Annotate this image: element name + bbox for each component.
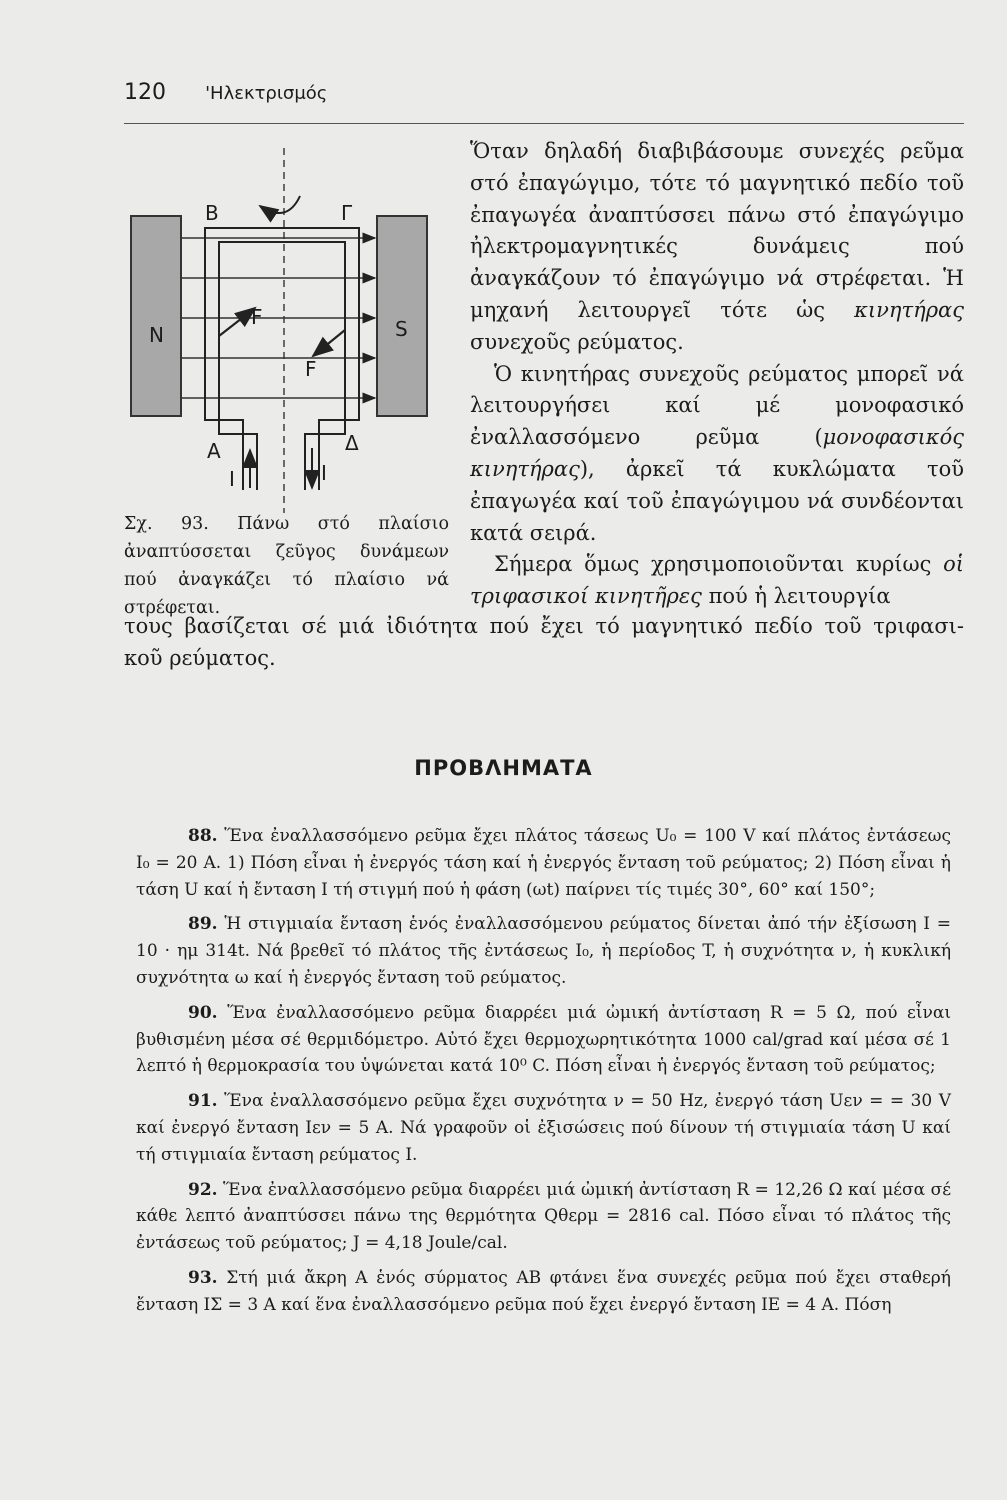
problem-89: 89. Ἡ στιγμιαία ἔνταση ἑνός ἐναλλασσόμενου ρεύματος δίνεται ἀπό τήν ἐξίσωση I = 10 · ημ 314t. Νά βρεθεῖ τό πλάτος τῆς ἐντάσεως I₀, ἡ περίοδος T, ἡ συχνότητα ν, ἡ κυκλική συχνότητα ω καί ἡ ἐνεργός ἔνταση τοῦ ρεύματος. (136, 914, 952, 988)
running-title: 'Ηλεκτρισμός (205, 83, 328, 104)
paragraph-1: Ὅταν δηλαδή διαβιβάσουμε συνεχές ρεῦμα στό ἐπαγώγιμο, τότε τό μαγνητικό πεδίο τοῦ ἐπαγωγέα ἀναπτύσσει πάνω στό ἐπαγώγιμο ἠλεκτρομαγνητικές δυνάμεις πού ἀναγκάζουν τό ἐπαγώγιμο νά στρέφεται. Ἡ μηχανή λειτουργεῖ τότε ὡς κινητήρας συνεχοῦς ρεύματος. (470, 139, 964, 354)
label-a: A (207, 439, 221, 463)
force-arrow-down (313, 330, 345, 356)
south-pole (377, 216, 427, 416)
problem-91: 91. Ἕνα ἐναλλασσόμενο ρεῦμα ἔχει συχνότητα ν = 50 Hz, ἐνεργό τάση Uεν = = 30 V καί ἐνεργό ἔνταση Iεν = 5 A. Νά γραφοῦν οἱ ἐξισώσεις πού δίνουν τή στιγμιαία τάση U καί τή στιγμιαία ἔνταση ρεύματος I. (136, 1091, 951, 1165)
north-pole (131, 216, 181, 416)
label-i-out: I (321, 461, 327, 485)
label-d: Δ (345, 431, 359, 455)
problems-list (136, 823, 951, 1327)
label-n: N (149, 323, 164, 347)
emphasis-three-phase: οἱ τριφασικοί κινητῆρες (470, 552, 964, 609)
motor-diagram (127, 148, 452, 513)
problem-90: 90. Ἕνα ἐναλλασσόμενο ρεῦμα διαρρέει μιά ὠμική ἀντίσταση R = 5 Ω, πού εἶναι βυθισμένη μέσα σέ θερμιδόμετρο. Αὐτό ἔχει θερμοχωρητικότητα 1000 cal/grad καί μέσα σέ 1 λεπτό ἡ θερμοκρασία του ὑψώνεται κατά 10⁰ C. Πόση εἶναι ἡ ἐνεργός ἔνταση τοῦ ρεύματος; (136, 1002, 951, 1077)
right-column-text (470, 136, 964, 613)
page-header (124, 80, 964, 105)
problem-93: 93. Στή μιά ἄκρη A ἑνός σύρματος AB φτάνει ἕνα συνεχές ρεῦμα πού ἔχει σταθερή ἔνταση IΣ = 3 A καί ἕνα ἐναλλασσόμενο ρεῦμα πού ἔχει ἐνεργό ἔνταση IE = 4 A. Πόση (136, 1267, 951, 1315)
emphasis-motor: κινητήρας (854, 297, 964, 322)
label-s: S (395, 317, 408, 341)
label-f1: F (251, 305, 263, 329)
label-i-in: I (229, 467, 235, 491)
rotation-arrow (260, 196, 300, 213)
page-number: 120 (124, 80, 166, 105)
header-rule (124, 123, 964, 124)
emphasis-single-phase: μονοφασικός κινητήρας (470, 425, 964, 481)
label-b: B (205, 201, 219, 225)
problem-92: 92. Ἕνα ἐναλλασσόμενο ρεῦμα διαρρέει μιά ὠμική ἀντίσταση R = 12,26 Ω καί μέσα σέ κάθε λεπτό ἀναπτύσσει πάνω της θερμότητα Qθερμ = 2816 cal. Πόσο εἶναι τό πλάτος τῆς ἐντάσεως τοῦ ρεύματος; J = 4,18 Joule/cal. (136, 1179, 951, 1254)
paragraph-2: Ὁ κινητήρας συνεχοῦς ρεύματος μπορεῖ νά λειτουργήσει καί μέ μονοφασικό ἐναλλασσόμενο ρεῦμα (μονοφασικός κινητήρας), ἀρκεῖ τά κυκλώματα τοῦ ἐπαγωγέα καί τοῦ ἐπαγώγιμου νά συνδέονται κατά σειρά. (470, 361, 964, 545)
section-title: ΠΡΟΒΛΗΜΑΤΑ (414, 756, 593, 780)
label-g: Γ (341, 201, 353, 225)
coil-frame (205, 228, 359, 490)
force-arrow-up (219, 308, 255, 336)
figure-caption: Σχ. 93. Πάνω στό πλαίσιο ἀναπτύσσεται ζεῦγος δυνάμεων πού ἀναγκάζει τό πλαίσιο νά στρέφεται. (124, 514, 449, 618)
label-f2: F (305, 357, 317, 381)
problem-88: 88. Ἕνα ἐναλλασσόμενο ρεῦμα ἔχει πλάτος τάσεως U₀ = 100 V καί πλάτος ἐντάσεως I₀ = 20 A. 1) Πόση εἶναι ἡ ἐνεργός τάση καί ἡ ἐνεργός ἔνταση τοῦ ρεύματος; 2) Πόση εἶναι ἡ τάση U καί ἡ ἔνταση I τή στιγμή πού ἡ φάση (ωt) παίρνει τίς τιμές 30°, 60° καί 150°; (136, 826, 951, 900)
full-width-line-2: κοῦ ρεύματος. (124, 646, 276, 670)
paragraph-3: Σήμερα ὅμως χρησιμοποιοῦνται κυρίως οἱ τριφασικοί κινητῆρες πού ἡ λειτουργία (470, 552, 964, 609)
full-width-line-1: τους βασίζεται σέ μιά ἰδιότητα πού ἔχει τό μαγνητικό πεδίο τοῦ τριφασι- (124, 614, 964, 638)
